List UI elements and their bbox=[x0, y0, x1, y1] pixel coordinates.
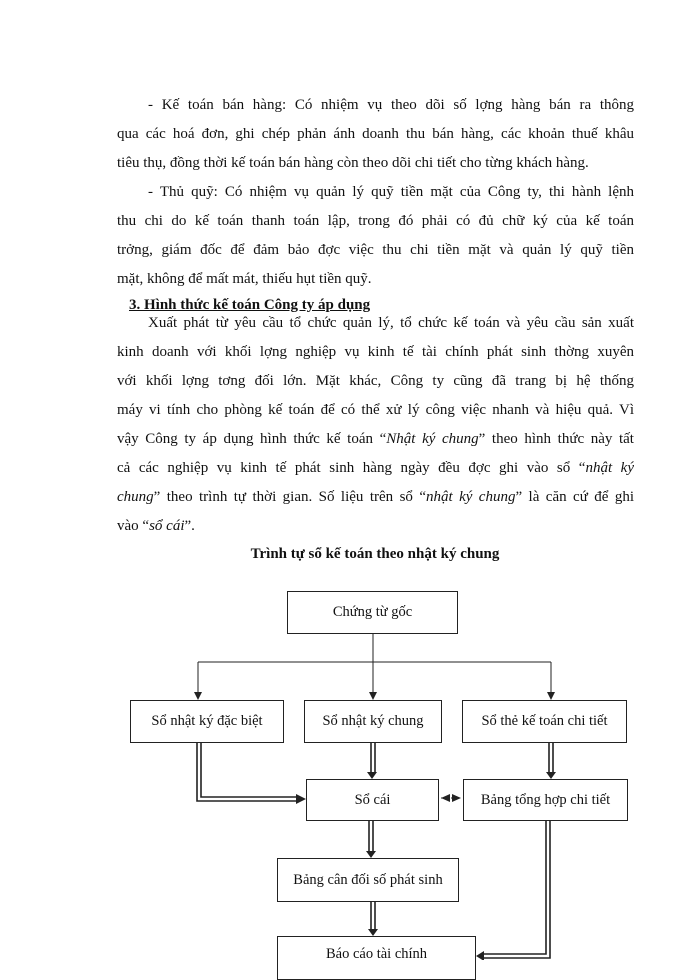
double-line-l bbox=[483, 821, 550, 958]
node-chung-tu-goc: Chứng từ gốc bbox=[287, 591, 458, 634]
paragraph1-line1: - Kế toán bán hàng: Có nhiệm vụ theo dõi số lợng hàng bán ra thông bbox=[148, 97, 634, 113]
paragraph3-line7: chung” theo trình tự thời gian. Số liệu trên sổ “nhật ký chung” là căn cứ để ghi bbox=[117, 489, 634, 505]
paragraph3-line8: vào “sổ cái”. bbox=[117, 518, 195, 534]
paragraph2-line3: trởng, giám đốc để đảm bảo đợc việc thu chi tiền mặt và quản lý quỹ tiền bbox=[117, 242, 634, 258]
paragraph3-line1: Xuất phát từ yêu cầu tổ chức quản lý, tổ chức kế toán và yêu cầu sản xuất bbox=[148, 315, 634, 331]
diagram-title: Trình tự sổ kế toán theo nhật ký chung bbox=[250, 546, 500, 562]
paragraph3-line5: vậy Công ty áp dụng hình thức kế toán “Nhật ký chung” theo hình thức này tất bbox=[117, 431, 634, 447]
arrowhead-to-so-cai bbox=[296, 794, 306, 804]
node-bao-cao-tai-chinh: Báo cáo tài chính bbox=[277, 936, 476, 980]
node-bang-tong-hop-chi-tiet: Bảng tổng hợp chi tiết bbox=[463, 779, 628, 821]
node-so-nhat-ky-dac-biet: Sổ nhật ký đặc biệt bbox=[130, 700, 284, 743]
node-so-the-ke-toan-chi-tiet: Sổ thẻ kế toán chi tiết bbox=[462, 700, 627, 743]
double-line-a bbox=[197, 743, 297, 801]
paragraph2-line4: mặt, không để mất mát, thiếu hụt tiền quỹ. bbox=[117, 271, 372, 287]
paragraph3-line2: kinh doanh với khối lợng nghiệp vụ kinh tế tài chính phát sinh thờng xuyên bbox=[117, 344, 634, 360]
node-so-cai: Sổ cái bbox=[306, 779, 439, 821]
paragraph2-line1: - Thủ quỹ: Có nhiệm vụ quản lý quỹ tiền mặt của Công ty, thi hành lệnh bbox=[148, 184, 634, 200]
paragraph1-line2: qua các hoá đơn, ghi chép phản ánh doanh thu bán hàng, các khoản thuế khâu bbox=[117, 126, 634, 142]
arrowhead-to-so-cai-top bbox=[367, 772, 377, 779]
arrowhead-to-bang-tong-hop bbox=[546, 772, 556, 779]
double-line-b bbox=[201, 743, 297, 797]
paragraph3-line4: máy vi tính cho phòng kế toán để có thể xử lý công việc nhanh và hiệu quả. Vì bbox=[117, 402, 634, 418]
paragraph2-line2: thu chi do kế toán thanh toán lập, trong đó phải có đủ chữ ký của kế toán bbox=[117, 213, 634, 229]
node-so-nhat-ky-chung: Sổ nhật ký chung bbox=[304, 700, 442, 743]
paragraph3-line3: với khối lợng tơng đối lớn. Mặt khác, Công ty cũng đã trang bị hệ thống bbox=[117, 373, 634, 389]
double-line-k bbox=[483, 821, 546, 954]
paragraph1-line3: tiêu thụ, đồng thời kế toán bán hàng còn theo dõi chi tiết cho từng khách hàng. bbox=[117, 155, 589, 171]
section-heading: 3. Hình thức kế toán Công ty áp dụng bbox=[129, 297, 371, 313]
node-bang-can-doi-so-phat-sinh: Bảng cân đối số phát sinh bbox=[277, 858, 459, 902]
paragraph3-line6: cả các nghiệp vụ kinh tế phát sinh hàng ngày đều đợc ghi vào sổ “nhật ký bbox=[117, 460, 634, 476]
arrowhead-to-bao-cao-side bbox=[476, 951, 484, 960]
arrowhead-to-bao-cao bbox=[368, 929, 378, 936]
arrowhead-to-bang-can-doi bbox=[366, 851, 376, 858]
